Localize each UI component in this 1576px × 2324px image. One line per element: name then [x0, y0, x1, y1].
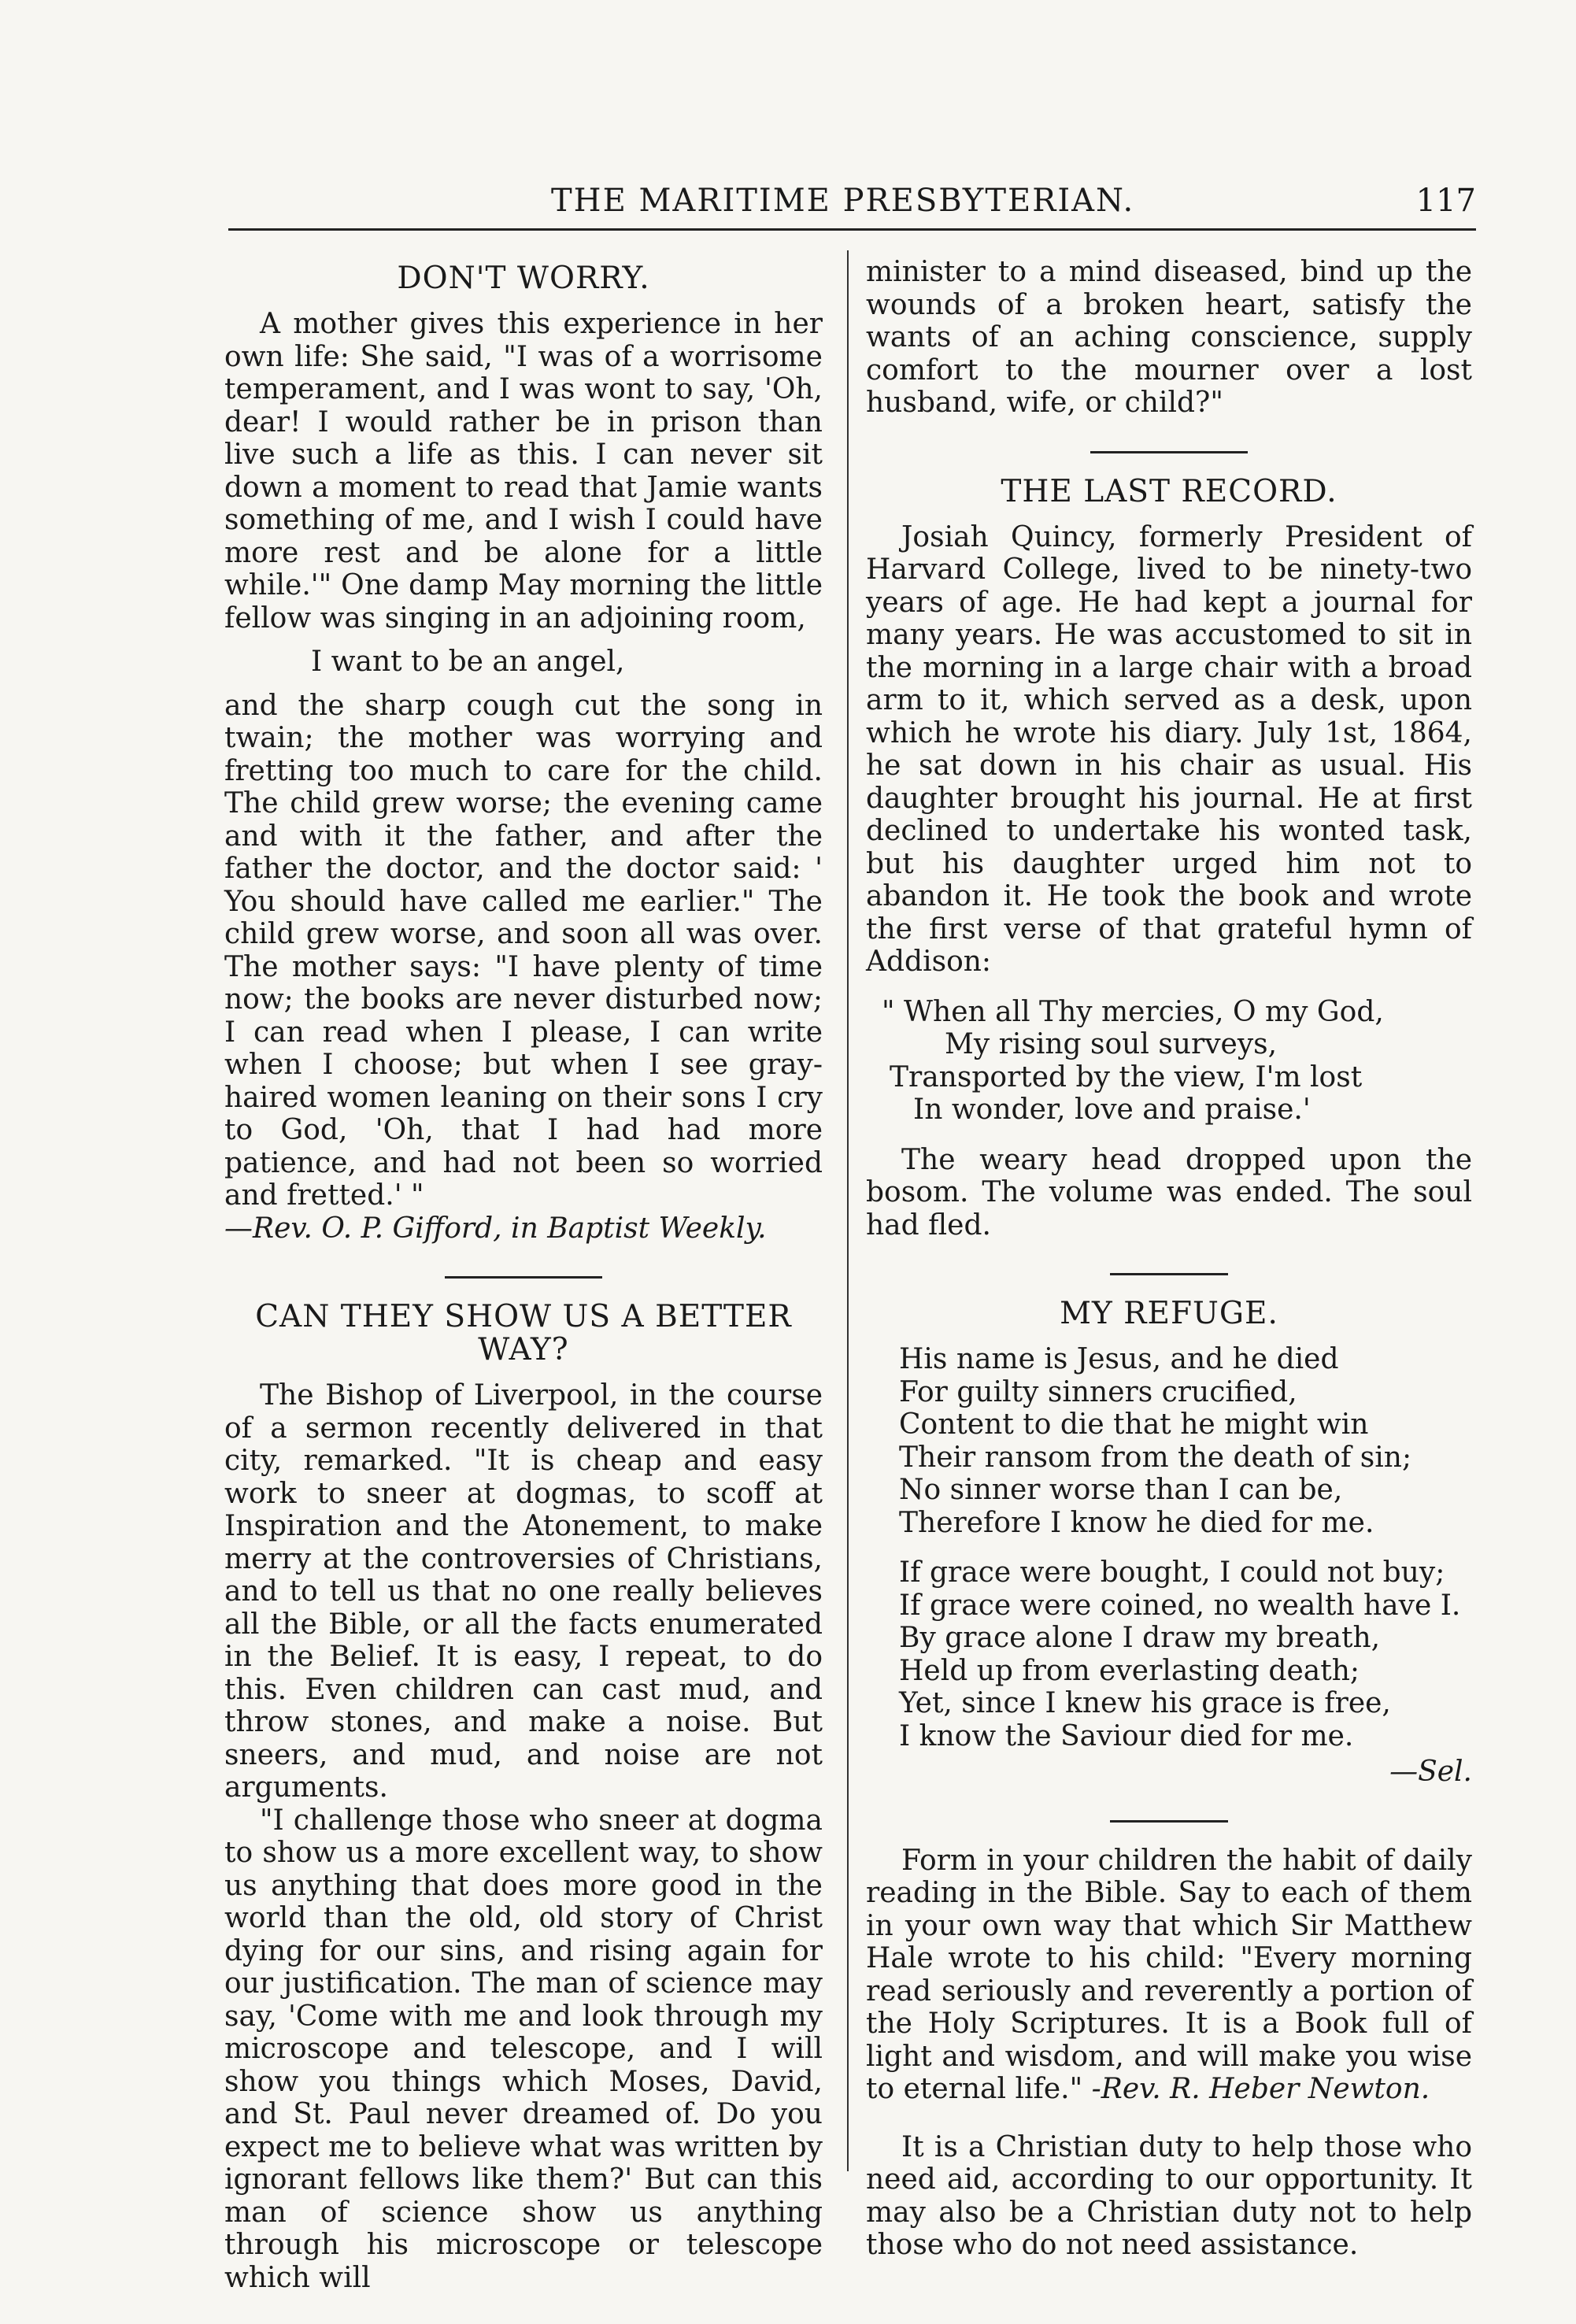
page-number: 117 [1415, 183, 1476, 219]
page-header [228, 183, 1476, 230]
poem-my-refuge [866, 1297, 1472, 1789]
poem-line: No sinner worse than I can be, [899, 1474, 1343, 1506]
poem-stanza [866, 1556, 1472, 1752]
article-heading: DON'T WORRY. [397, 261, 650, 296]
poem-line: By grace alone I draw my breath, [899, 1622, 1381, 1654]
section-rule [445, 1276, 602, 1279]
song-line: I want to be an angel, [311, 646, 625, 678]
header-rule [228, 228, 1476, 231]
right-column [866, 256, 1472, 2262]
article-bible-habit [866, 1845, 1472, 2106]
article-last-record [866, 473, 1472, 1242]
poem-line: If grace were coined, no wealth have I. [899, 1589, 1461, 1622]
spacer [866, 2106, 1472, 2131]
section-rule [1110, 1820, 1228, 1823]
article-paragraph: and the sharp cough cut the song in twain; the mother was worrying and fretting too much to care for the child. The child grew worse; the evening came and with it the father, and after the father the doctor, and the doctor said: ' You should have called me earlier." The child grew worse, and soon all was over. The mother says: "I have plenty of time now; the books are never disturbed now; I can read when I please, I can write when I choose; but when I see gray-haired women leaning on their sons I cry to God, 'Oh, that I had had more patience, and had not been so worried and fretted.' " [224, 689, 823, 1212]
article-attribution: —Rev. O. P. Gifford, in Baptist Weekly. [224, 1212, 767, 1245]
poem-line: For guilty sinners crucified, [899, 1375, 1297, 1408]
poem-heading: MY REFUGE. [1060, 1296, 1278, 1331]
poem-line: I know the Saviour died for me. [899, 1719, 1354, 1752]
article-better-way [224, 1301, 823, 2294]
poem-line: If grace were bought, I could not buy; [899, 1556, 1445, 1589]
section-rule [1090, 451, 1248, 453]
article-paragraph [866, 1845, 1472, 2106]
article-paragraph: The weary head dropped upon the bosom. The volume was ended. The soul had fled. [866, 1143, 1472, 1242]
poem-line: His name is Jesus, and he died [899, 1343, 1339, 1375]
article-paragraph: Josiah Quincy, formerly President of Harvard College, lived to be ninety-two years of age. He had kept a journal for many years. He was accustomed to sit in the morning in a large chair with a broad arm to it, which served as a desk, upon which he wrote his diary. July 1st, 1864, he sat down in his chair as usual. His daughter brought his journal. He at first declined to undertake his wonted task, but his daughter urged him not to abandon it. He took the book and wrote the first verse of that grateful hymn of Addison: [866, 520, 1472, 978]
left-column [224, 256, 823, 2294]
article-heading: THE LAST RECORD. [1001, 473, 1337, 509]
section-rule [1110, 1273, 1228, 1275]
publication-title: THE MARITIME PRESBYTERIAN. [551, 183, 1135, 219]
poem-line: Held up from everlasting death; [899, 1654, 1360, 1687]
article-paragraph: The Bishop of Liverpool, in the course of a sermon recently delivered in that city, remarked. "It is cheap and easy work to sneer at dogmas, to scoff at Inspiration and the Atonement, to make merry at the controversies of Christians, and to tell us that no one really believes all the Bible, or all the facts enumerated in the Belief. It is easy, I repeat, to do this. Even children can cast mud, and throw stones, and make a noise. But sneers, and mud, and noise are not arguments. [224, 1379, 823, 1804]
article-dont-worry [224, 262, 823, 1245]
verse-line: My rising soul surveys, [945, 1028, 1278, 1060]
poem-line: Their ransom from the death of sin; [899, 1441, 1412, 1474]
article-paragraph: It is a Christian duty to help those who need aid, according to our opportunity. It may also be a Christian duty not to help those who do not need assistance. [866, 2130, 1472, 2261]
poem-signature: —Sel. [1389, 1756, 1472, 1788]
article-paragraph: A mother gives this experience in her own life: She said, "I was of a worrisome temperament, and I was wont to say, 'Oh, dear! I would rather be in prison than live such a life as this. I can never sit down a moment to read that Jamie wants something of me, and I wish I could have more rest and be alone for a little while.'" One damp May morning the little fellow was singing in an adjoining room, [224, 308, 823, 635]
article-heading: CAN THEY SHOW US A BETTER WAY? [255, 1299, 792, 1367]
column-divider [847, 250, 849, 2171]
paragraph-text: Form in your children the habit of daily reading in the Bible. Say to each of them in your own way that which Sir Matthew Hale wrote to his child: "Every morning read seriously and reverently a portion of the Holy Scriptures. It is a Book full of light and wisdom, and will make you wise to eternal life." [866, 1844, 1472, 2105]
poem-line: Content to die that he might win [899, 1408, 1369, 1441]
poem-line: Therefore I know he died for me. [899, 1506, 1374, 1539]
poem-line: Yet, since I knew his grace is free, [899, 1687, 1391, 1719]
article-christian-duty [866, 2131, 1472, 2262]
poem-stanza [866, 1343, 1472, 1539]
hymn-verse [866, 996, 1472, 1127]
verse-line: Transported by the view, I'm lost [890, 1060, 1363, 1094]
article-attribution: -Rev. R. Heber Newton. [1091, 2073, 1430, 2105]
verse-line: " When all Thy mercies, O my God, [882, 995, 1384, 1028]
article-paragraph: "I challenge those who sneer at dogma to show us a more excellent way, to show us anything that does more good in the world than the old, old story of Christ dying for our sins, and rising again for our justification. The man of science may say, 'Come with me and look through my microscope and telescope, and I will show you things which Moses, David, and St. Paul never dreamed of. Do you expect me to believe what was written by ignorant fellows like them?' But can this man of science show us anything through his microscope or telescope which will [224, 1804, 823, 2294]
article-continuation: minister to a mind diseased, bind up the wounds of a broken heart, satisfy the wants of an aching conscience, supply comfort to the mourner over a lost husband, wife, or child?" [866, 256, 1472, 419]
verse-line: In wonder, love and praise.' [913, 1094, 1311, 1126]
